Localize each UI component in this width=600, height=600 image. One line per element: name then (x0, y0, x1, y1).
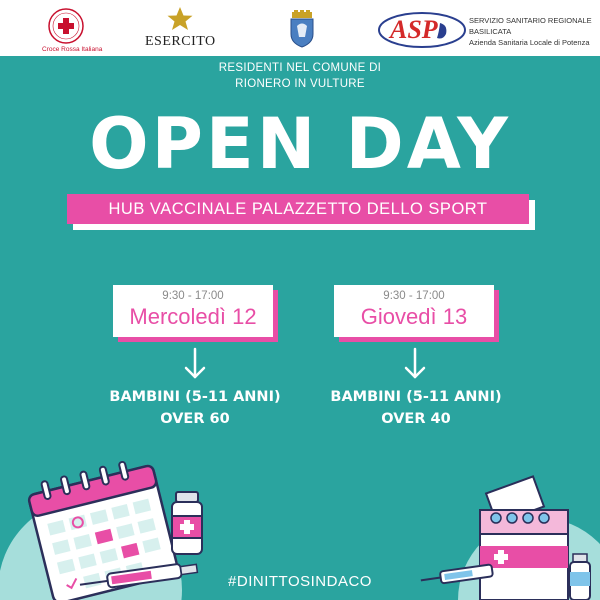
page-title: OPEN DAY (89, 103, 511, 185)
day-time: 9:30 - 17:00 (162, 290, 224, 302)
residents-line-2: RIONERO IN VULTURE (235, 78, 365, 90)
star-icon (140, 6, 220, 30)
asp-logo (376, 10, 596, 50)
target-group-wednesday (95, 386, 295, 430)
croce-rossa-caption: Croce Rossa Italiana (42, 46, 103, 53)
venue-banner: HUB VACCINALE PALAZZETTO DELLO SPORT (67, 194, 529, 224)
day-label: Mercoledì 12 (129, 304, 257, 329)
comune-logo (285, 10, 319, 48)
asp-logo-text: ASP (390, 15, 438, 44)
target-line: OVER 60 (160, 411, 230, 427)
red-cross-icon (36, 6, 96, 46)
residents-line-1: RESIDENTI NEL COMUNE DI (218, 62, 382, 74)
croce-rossa-logo (36, 6, 103, 54)
target-line: BAMBINI (5-11 ANNI) (330, 389, 502, 405)
day-time: 9:30 - 17:00 (383, 290, 445, 302)
coat-of-arms-icon (285, 10, 319, 48)
arrow-down-icon (403, 347, 427, 381)
residents-notice (0, 60, 600, 92)
arrow-down-icon (183, 347, 207, 381)
asp-line-3: Azienda Sanitaria Locale di Potenza (469, 38, 590, 47)
esercito-logo (140, 6, 220, 52)
target-line: OVER 40 (381, 411, 451, 427)
day-card-thursday (334, 285, 494, 337)
asp-line-2: BASILICATA (469, 27, 512, 36)
asp-line-1: SERVIZIO SANITARIO REGIONALE (469, 16, 592, 25)
logo-bar (0, 0, 600, 56)
esercito-label: ESERCITO (145, 34, 216, 49)
target-line: BAMBINI (5-11 ANNI) (109, 389, 281, 405)
day-card-wednesday (113, 285, 273, 337)
day-label: Giovedì 13 (360, 304, 468, 329)
hashtag: #DINITTOSINDACO (228, 573, 372, 590)
target-group-thursday (316, 386, 516, 430)
